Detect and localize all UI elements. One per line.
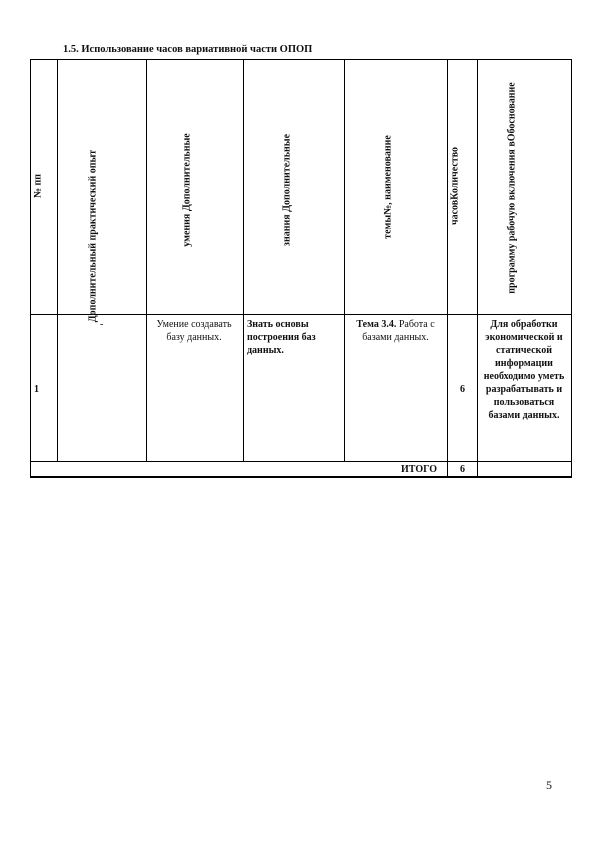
header-skills: умения Дополнительные [181,133,193,247]
col-border-5 [447,59,448,478]
header-justification: программу рабочую включения вОбоснование [506,82,518,294]
col-border-2 [146,59,147,462]
total-hours: 6 [460,464,465,475]
header-hours: часовКоличество [449,146,461,226]
row-knowledge: Знать основы построения баз данных. [247,319,316,356]
row-topic [346,318,445,344]
row-topic-title: Работа с базами данных. [362,319,435,343]
row-bottom-border [30,461,572,462]
page-number: 5 [546,778,552,792]
col-border-7 [571,59,572,478]
col-border-3 [243,59,244,462]
row-num: 1 [34,384,39,395]
row-experience: - [100,319,104,330]
row-topic-number: Тема 3.4. [356,319,397,330]
row-hours: 6 [460,384,465,395]
total-label: ИТОГО [401,464,437,475]
header-num: № пп [32,173,44,199]
header-knowledge: знания Дополнительные [281,133,293,247]
header-experience: Дополнительный практический опыт [87,149,99,323]
header-bottom-border [30,314,572,315]
header-topic: темы№, наименование [382,135,394,239]
table-top-border [30,59,572,60]
col-border-4 [344,59,345,462]
col-border-1 [57,59,58,462]
row-justification: Для обработки экономической и статической информации необходимо уметь разрабатывать и пользоваться базами данных. [483,319,565,421]
row-skills: Умение создавать базу данных. [156,319,232,343]
table-bottom-border [30,476,572,478]
section-heading: 1.5. Использование часов вариативной части ОПОП [63,44,313,55]
col-border-0 [30,59,31,478]
